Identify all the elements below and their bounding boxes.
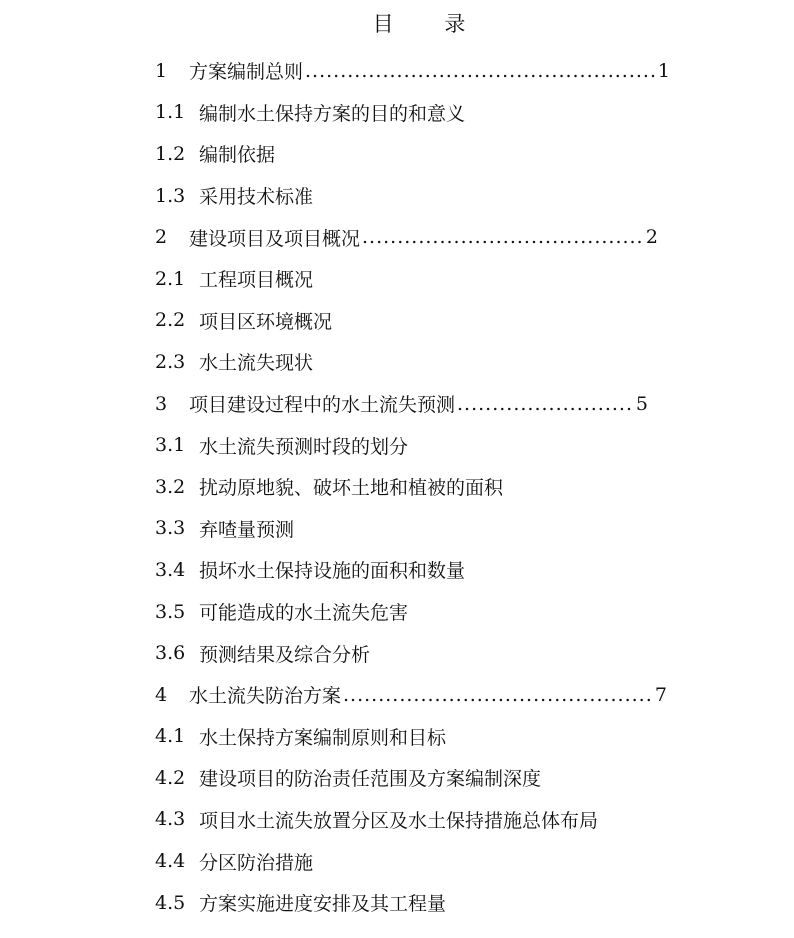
toc-entry-label: 水土保持方案编制原则和目标	[199, 726, 447, 749]
toc-entry-1-1[interactable]	[155, 92, 675, 134]
toc-entry-3-2[interactable]	[155, 466, 675, 508]
toc-leader-dots	[305, 60, 656, 82]
toc-entry-4-1[interactable]	[155, 716, 675, 758]
toc-entry-label: 分区防治措施	[199, 851, 314, 874]
toc-leader-dots	[343, 684, 653, 706]
toc-entry-number: 1.3	[155, 184, 186, 207]
toc-page-number: 7	[654, 683, 667, 706]
toc-entry-number: 3.2	[155, 475, 186, 498]
toc-entry-label: 水土流失防治方案	[189, 685, 342, 708]
toc-entry-number: 3.1	[155, 434, 186, 457]
toc-entry-label: 建设项目的防治责任范围及方案编制深度	[199, 768, 542, 791]
toc-entry-number: 1	[155, 59, 168, 82]
toc-entry-3[interactable]	[155, 383, 648, 425]
toc-entry-label: 项目水土流失放置分区及水土保持措施总体布局	[199, 809, 599, 832]
toc-page-number: 2	[645, 226, 658, 249]
toc-list	[155, 50, 675, 923]
toc-entry-label: 弃喳量预测	[199, 518, 295, 541]
toc-entry-number: 3	[155, 392, 168, 415]
toc-entry-number: 1.2	[155, 142, 186, 165]
toc-entry-number: 2.1	[155, 267, 186, 290]
toc-entry-label: 编制水土保持方案的目的和意义	[199, 102, 466, 125]
toc-entry-number: 4.4	[155, 850, 186, 873]
toc-entry-3-5[interactable]	[155, 591, 675, 633]
toc-entry-label: 方案编制总则	[189, 61, 304, 84]
toc-entry-2-2[interactable]	[155, 300, 675, 342]
toc-entry-4[interactable]	[155, 674, 667, 716]
toc-page-number: 5	[635, 392, 648, 415]
toc-entry-label: 水土流失现状	[199, 352, 314, 375]
toc-entry-label: 工程项目概况	[199, 269, 314, 292]
toc-entry-label: 项目建设过程中的水土流失预测	[189, 394, 456, 417]
toc-entry-4-5[interactable]	[155, 882, 675, 924]
toc-entry-label: 编制依据	[199, 144, 276, 167]
toc-leader-dots	[457, 393, 634, 415]
toc-entry-label: 项目区环境概况	[199, 310, 333, 333]
toc-entry-1-3[interactable]	[155, 175, 675, 217]
toc-entry-1-2[interactable]	[155, 133, 675, 175]
toc-entry-label: 方案实施进度安排及其工程量	[199, 893, 447, 916]
toc-entry-number: 3.6	[155, 642, 186, 665]
toc-entry-number: 2.2	[155, 309, 186, 332]
toc-entry-number: 4.2	[155, 766, 186, 789]
toc-title: 目 录	[372, 12, 488, 36]
toc-entry-label: 预测结果及综合分析	[199, 643, 371, 666]
toc-entry-2-1[interactable]	[155, 258, 675, 300]
toc-entry-label: 建设项目及项目概况	[189, 227, 361, 250]
toc-entry-1[interactable]	[155, 50, 670, 92]
toc-entry-4-4[interactable]	[155, 840, 675, 882]
toc-entry-4-3[interactable]	[155, 799, 675, 841]
toc-entry-number: 2	[155, 226, 168, 249]
toc-entry-number: 3.5	[155, 600, 186, 623]
toc-entry-label: 损坏水土保持设施的面积和数量	[199, 560, 466, 583]
toc-entry-number: 1.1	[155, 101, 186, 124]
toc-entry-label: 可能造成的水土流失危害	[199, 602, 409, 625]
toc-entry-number: 3.3	[155, 517, 186, 540]
toc-page-number: 1	[657, 59, 670, 82]
toc-entry-number: 3.4	[155, 558, 186, 581]
toc-entry-number: 4.5	[155, 891, 186, 914]
toc-entry-3-4[interactable]	[155, 549, 675, 591]
toc-entry-label: 扰动原地貌、破坏土地和植被的面积	[199, 477, 504, 500]
toc-entry-2[interactable]	[155, 216, 658, 258]
toc-entry-3-6[interactable]	[155, 632, 675, 674]
toc-entry-number: 2.3	[155, 350, 186, 373]
toc-leader-dots	[362, 226, 644, 248]
toc-entry-number: 4.3	[155, 808, 186, 831]
toc-entry-label: 水土流失预测时段的划分	[199, 435, 409, 458]
toc-entry-2-3[interactable]	[155, 341, 675, 383]
toc-entry-number: 4.1	[155, 725, 186, 748]
toc-entry-label: 采用技术标准	[199, 186, 314, 209]
toc-entry-4-2[interactable]	[155, 757, 675, 799]
toc-entry-number: 4	[155, 683, 168, 706]
toc-entry-3-1[interactable]	[155, 424, 675, 466]
toc-entry-3-3[interactable]	[155, 508, 675, 550]
